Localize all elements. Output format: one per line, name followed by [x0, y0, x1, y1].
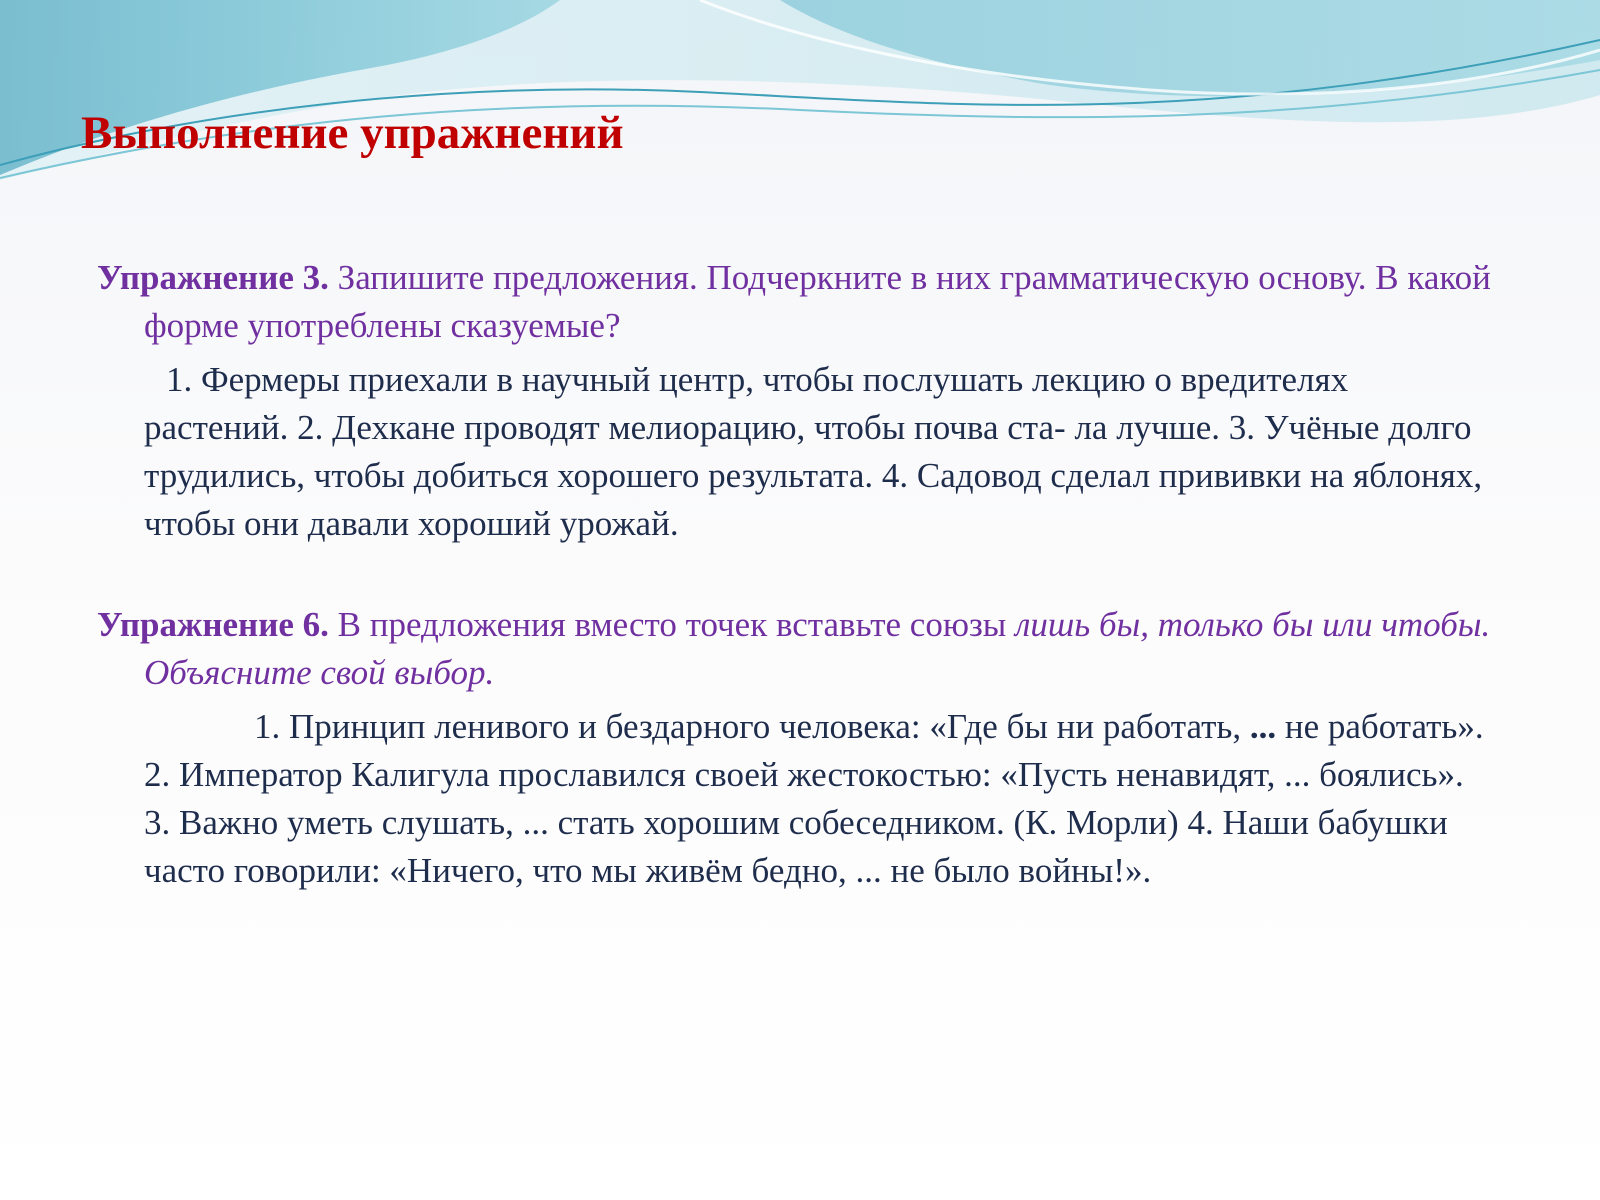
exercise-6-text-ellipsis: ... — [1249, 707, 1277, 746]
exercise-spacer — [97, 548, 1497, 601]
exercise-6-text-part2: не работать». 2. Император Калигула прославился своей жестокостью: «Пусть ненавидят, ... боялись». 3. Важно уметь слушать, ... стать хорошим собеседником. (К. Морли) 4. Наши бабушки часто говорили: «Ничего, что мы живём бедно, ... не было войны!». — [144, 707, 1484, 890]
slide-title: Выполнение упражнений — [81, 107, 624, 159]
exercise-6-label: Упражнение 6. — [97, 605, 329, 644]
exercise-6-text-part1: 1. Принцип ленивого и бездарного человека: «Где бы ни работать, — [254, 707, 1250, 746]
exercise-6-text — [144, 703, 1497, 895]
exercise-3-text: 1. Фермеры приехали в научный центр, чтобы послушать лекцию о вредителях растений. 2. Дехкане проводят мелиорацию, чтобы почва ста- ла лучше. 3. Учёные долго трудились, чтобы добиться хорошего результата. 4. Садовод сделал прививки на яблонях, чтобы они давали хороший урожай. — [144, 360, 1483, 543]
exercise-3-instruction: Запишите предложения. Подчеркните в них грамматическую основу. В какой форме употреблены сказуемые? — [144, 258, 1491, 345]
wave-decoration — [0, 0, 1600, 200]
exercise-6-instruction-italic: лишь бы, только бы или чтобы. Объясните свой выбор. — [144, 605, 1491, 692]
exercise-6-instruction: В предложения вместо точек вставьте союзы — [328, 605, 1016, 644]
exercise-3-heading — [97, 254, 1497, 350]
exercise-6-heading — [97, 601, 1497, 697]
exercise-3-label: Упражнение 3. — [97, 258, 329, 297]
exercises-content — [97, 254, 1497, 895]
